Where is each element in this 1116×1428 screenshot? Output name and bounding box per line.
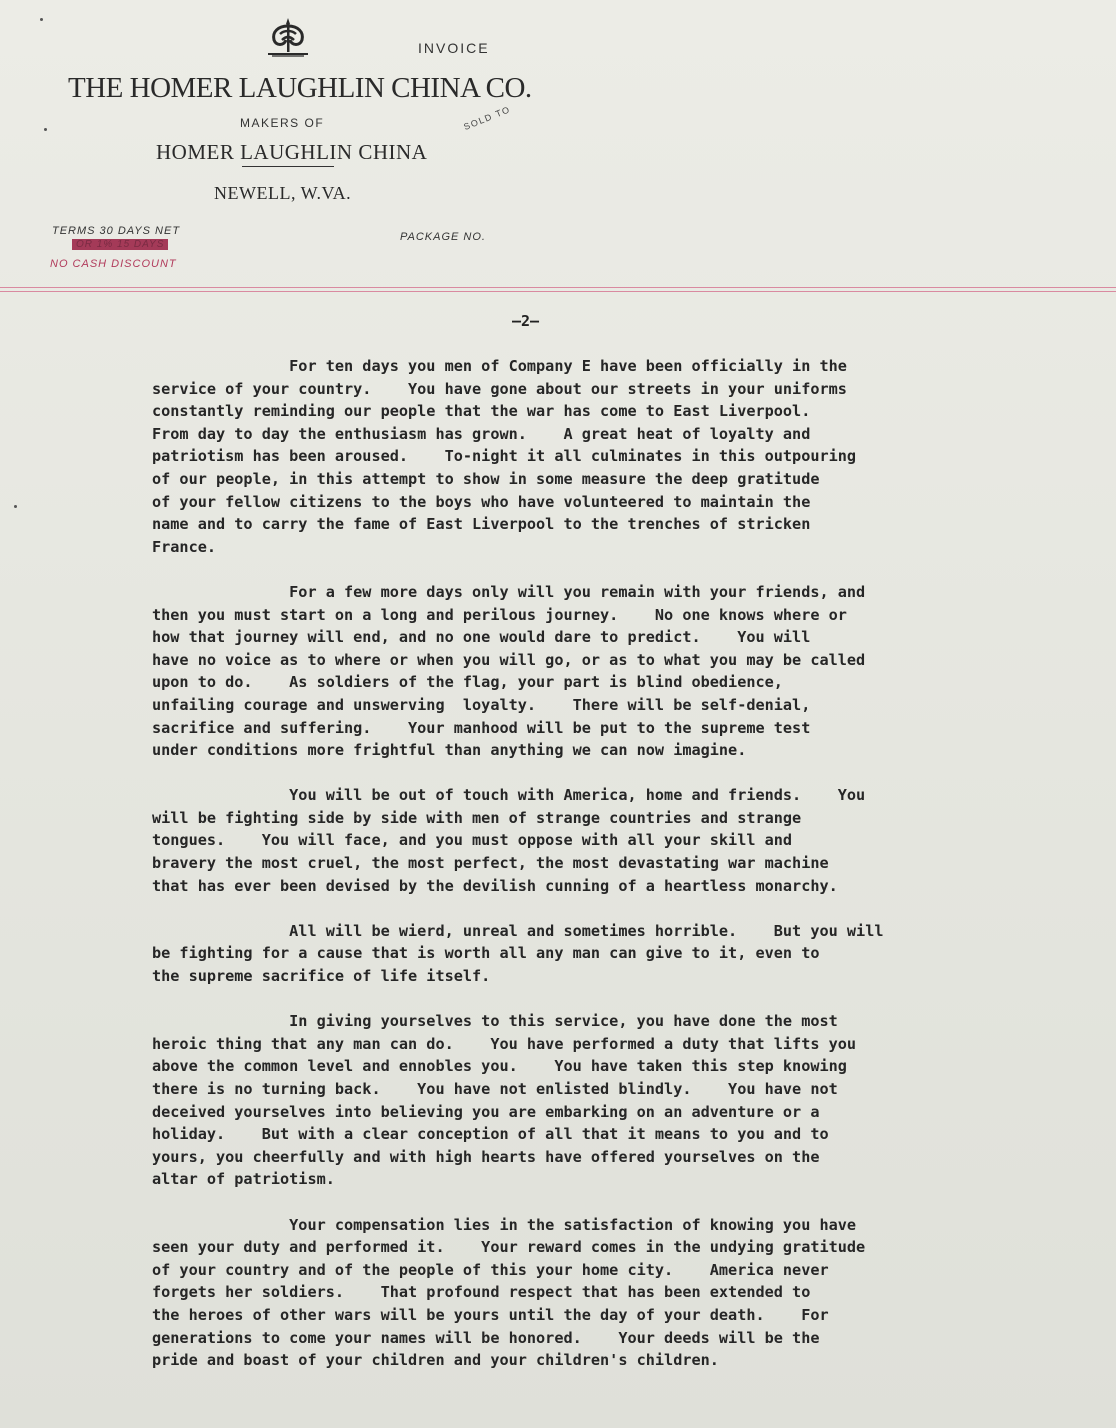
no-cash-discount: NO CASH DISCOUNT <box>50 258 177 270</box>
text-line: pride and boast of your children and your children's children. <box>152 1351 719 1370</box>
company-location: NEWELL, W.VA. <box>214 183 352 203</box>
text-line: that has ever been devised by the devilish cunning of a heartless monarchy. <box>152 876 838 895</box>
text-line: All will be wierd, unreal and sometimes horrible. But you will <box>152 921 884 940</box>
text-line: the supreme sacrifice of life itself. <box>152 967 491 986</box>
text-line: tongues. You will face, and you must oppose with all your skill and <box>152 831 793 850</box>
paragraph <box>152 1010 1042 1191</box>
text-line: yours, you cheerfully and with high hearts have offered yourselves on the <box>152 1147 820 1166</box>
terms-net: TERMS 30 DAYS NET <box>52 225 181 237</box>
sold-to-label: SOLD TO <box>462 104 513 132</box>
paragraph <box>152 784 1042 897</box>
paper-speck <box>44 128 47 131</box>
text-line: France. <box>152 537 217 556</box>
paragraph <box>152 355 1042 558</box>
text-line: then you must start on a long and perilous journey. No one knows where or <box>152 605 847 624</box>
text-line: there is no turning back. You have not enlisted blindly. You have not <box>152 1080 838 1098</box>
paragraph <box>152 1214 1042 1372</box>
text-line: the heroes of other wars will be yours until the day of your death. For <box>152 1305 829 1324</box>
page-number: —2— <box>512 312 540 330</box>
paragraph <box>152 920 1042 988</box>
package-no-label: PACKAGE NO. <box>400 231 486 243</box>
text-line: heroic thing that any man can do. You have performed a duty that lifts you <box>152 1034 857 1053</box>
product-underline <box>242 166 334 167</box>
text-line: sacrifice and suffering. Your manhood will be put to the supreme test <box>152 718 811 737</box>
text-line: constantly reminding our people that the war has come to East Liverpool. <box>152 402 811 421</box>
text-line: bravery the most cruel, the most perfect, the most devastating war machine <box>152 854 829 873</box>
text-line: have no voice as to where or when you will go, or as to what you may be called <box>152 650 866 669</box>
text-line: unfailing courage and unswerving loyalty. There will be self-denial, <box>152 695 811 714</box>
text-line: In giving yourselves to this service, you have done the most <box>152 1012 838 1031</box>
terms-struck-out: OR 1% 15 DAYS <box>72 239 168 250</box>
text-line: For a few more days only will you remain with your friends, and <box>152 582 866 601</box>
text-line: of your fellow citizens to the boys who have volunteered to maintain the <box>152 492 811 511</box>
text-line: altar of patriotism. <box>152 1170 335 1189</box>
paper-speck <box>40 18 43 21</box>
text-line: generations to come your names will be honored. Your deeds will be the <box>152 1328 820 1347</box>
makers-of-label: MAKERS OF <box>240 116 325 130</box>
text-line: service of your country. You have gone about our streets in your uniforms <box>152 379 847 398</box>
text-line: how that journey will end, and no one would dare to predict. You will <box>152 628 811 647</box>
product-name <box>156 140 427 165</box>
text-line: patriotism has been aroused. To-night it all culminates in this outpouring <box>152 447 857 466</box>
text-line: For ten days you men of Company E have been officially in the <box>152 357 847 375</box>
invoice-label: INVOICE <box>418 40 490 56</box>
text-line: forgets her soldiers. That profound respect that has been extended to <box>152 1283 811 1302</box>
text-line: seen your duty and performed it. Your reward comes in the undying gratitude <box>152 1238 866 1257</box>
text-line: will be fighting side by side with men of strange countries and strange <box>152 808 802 827</box>
paragraph <box>152 581 1042 762</box>
letterhead-divider <box>0 291 1116 292</box>
text-line: holiday. But with a clear conception of all that it means to you and to <box>152 1125 829 1144</box>
text-line: From day to day the enthusiasm has grown. A great heat of loyalty and <box>152 424 811 443</box>
letter-body <box>152 355 1042 1394</box>
text-line: of our people, in this attempt to show in some measure the deep gratitude <box>152 469 820 488</box>
text-line: above the common level and ennobles you. You have taken this step knowing <box>152 1057 847 1076</box>
company-name: THE HOMER LAUGHLIN CHINA CO. <box>68 72 532 104</box>
text-line: deceived yourselves into believing you are embarking on an adventure or a <box>152 1102 820 1121</box>
text-line: upon to do. As soldiers of the flag, your part is blind obedience, <box>152 673 783 692</box>
paper-speck <box>14 505 17 508</box>
letterhead-divider <box>0 287 1116 288</box>
text-line: under conditions more frightful than anything we can now imagine. <box>152 741 747 760</box>
fleur-monogram-icon <box>262 16 314 62</box>
text-line: of your country and of the people of this your home city. America never <box>152 1260 829 1279</box>
product-name-text: HOMER LAUGHLIN CHINA <box>156 140 428 164</box>
text-line: be fighting for a cause that is worth all any man can give to it, even to <box>152 944 820 963</box>
text-line: You will be out of touch with America, home and friends. You <box>152 786 866 805</box>
text-line: name and to carry the fame of East Liverpool to the trenches of stricken <box>152 515 811 534</box>
text-line: Your compensation lies in the satisfaction of knowing you have <box>152 1215 857 1234</box>
